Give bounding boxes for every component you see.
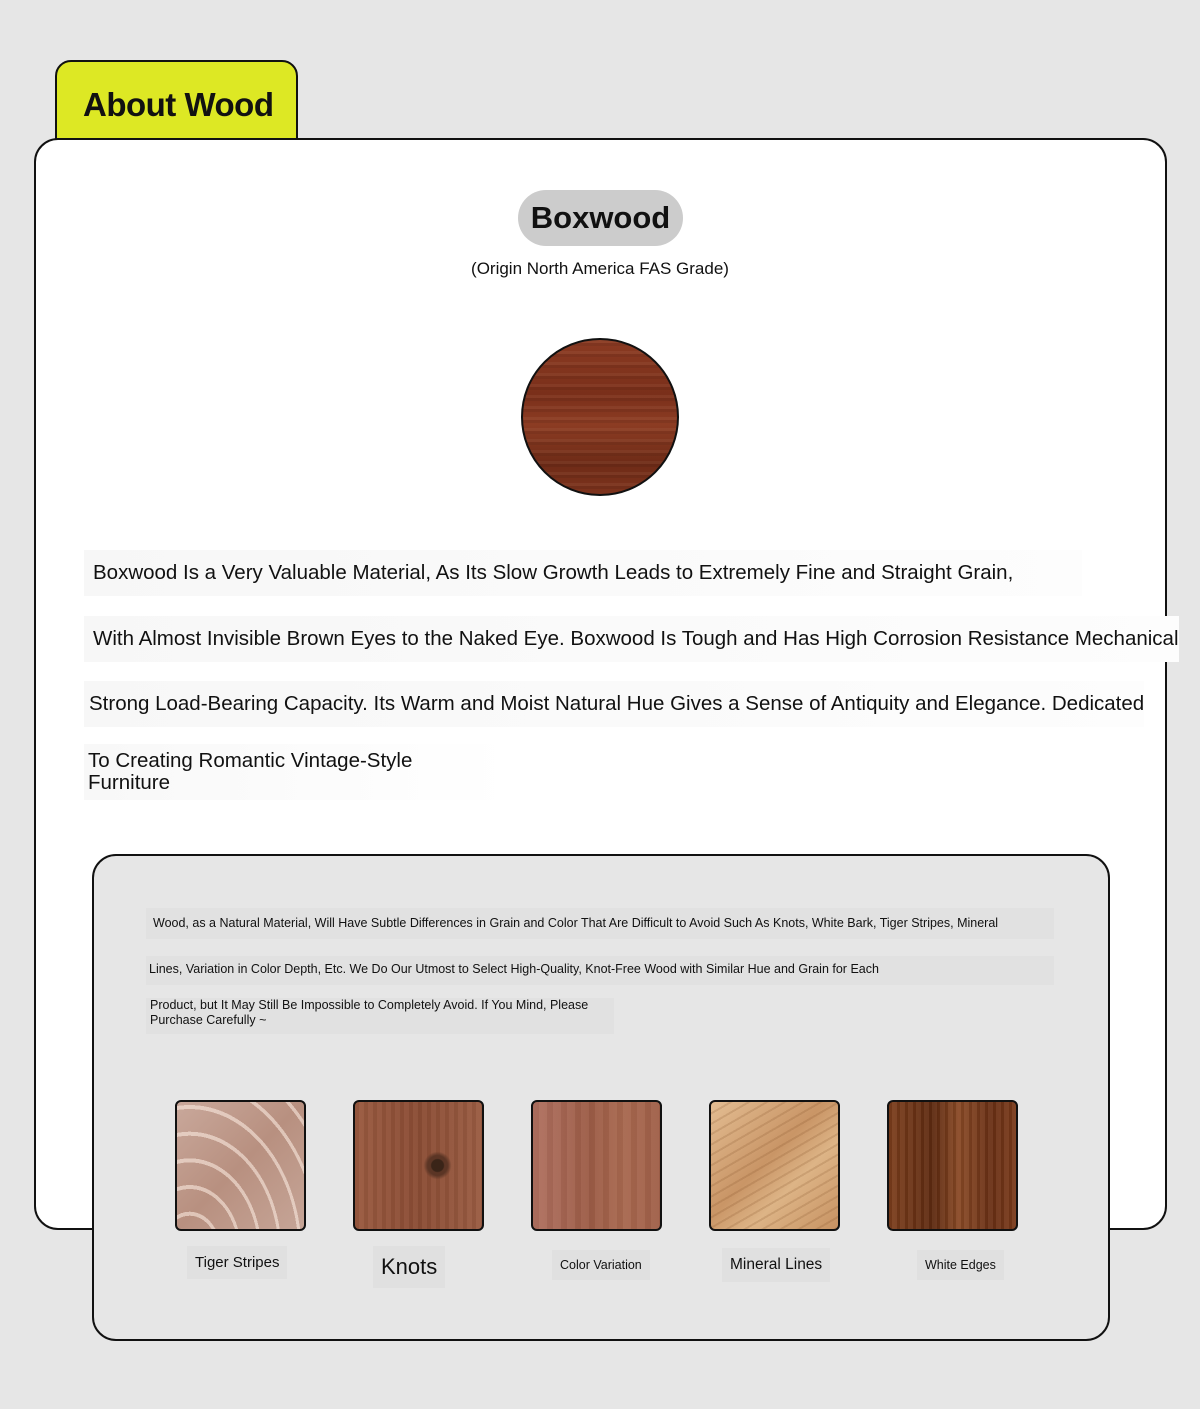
knots-label: Knots	[373, 1246, 445, 1288]
tiger-stripes-label: Tiger Stripes	[187, 1246, 287, 1279]
notice-line-4: Purchase Carefully ~	[150, 1013, 267, 1027]
wood-name-badge: Boxwood	[518, 190, 683, 246]
notice-line-3-group	[146, 998, 614, 1034]
description-line-5: Furniture	[88, 771, 171, 794]
white-edges-label: White Edges	[917, 1250, 1004, 1280]
about-wood-tab[interactable]	[55, 60, 298, 150]
color-variation-label: Color Variation	[552, 1250, 650, 1280]
wood-origin: (Origin North America FAS Grade)	[471, 259, 729, 278]
notice-line-3: Product, but It May Still Be Impossible to Completely Avoid. If You Mind, Please	[150, 998, 589, 1012]
mineral-lines-label: Mineral Lines	[722, 1248, 830, 1282]
description-line-4-group	[84, 744, 512, 800]
description-line-3: Strong Load-Bearing Capacity. Its Warm and Moist Natural Hue Gives a Sense of Antiquity and Elegance. Dedicated	[84, 681, 1144, 727]
description-line-4: To Creating Romantic Vintage-Style	[88, 749, 413, 772]
white-edges-swatch-icon	[887, 1100, 1018, 1231]
description-line-2: With Almost Invisible Brown Eyes to the Naked Eye. Boxwood Is Tough and Has High Corrosion Resistance Mechanical	[84, 616, 1179, 662]
wood-sample-circle-icon	[521, 338, 679, 496]
mineral-lines-swatch-icon	[709, 1100, 840, 1231]
notice-line-2: Lines, Variation in Color Depth, Etc. We Do Our Utmost to Select High-Quality, Knot-Free Wood with Similar Hue and Grain for Each	[146, 956, 1054, 985]
color-variation-swatch-icon	[531, 1100, 662, 1231]
tab-label: About Wood	[83, 86, 274, 123]
description-line-1: Boxwood Is a Very Valuable Material, As Its Slow Growth Leads to Extremely Fine and Straight Grain,	[84, 550, 1082, 596]
tiger-stripes-swatch-icon	[175, 1100, 306, 1231]
notice-line-1: Wood, as a Natural Material, Will Have Subtle Differences in Grain and Color That Are Difficult to Avoid Such As Knots, White Bark, Tiger Stripes, Mineral	[146, 908, 1054, 939]
knots-swatch-icon	[353, 1100, 484, 1231]
